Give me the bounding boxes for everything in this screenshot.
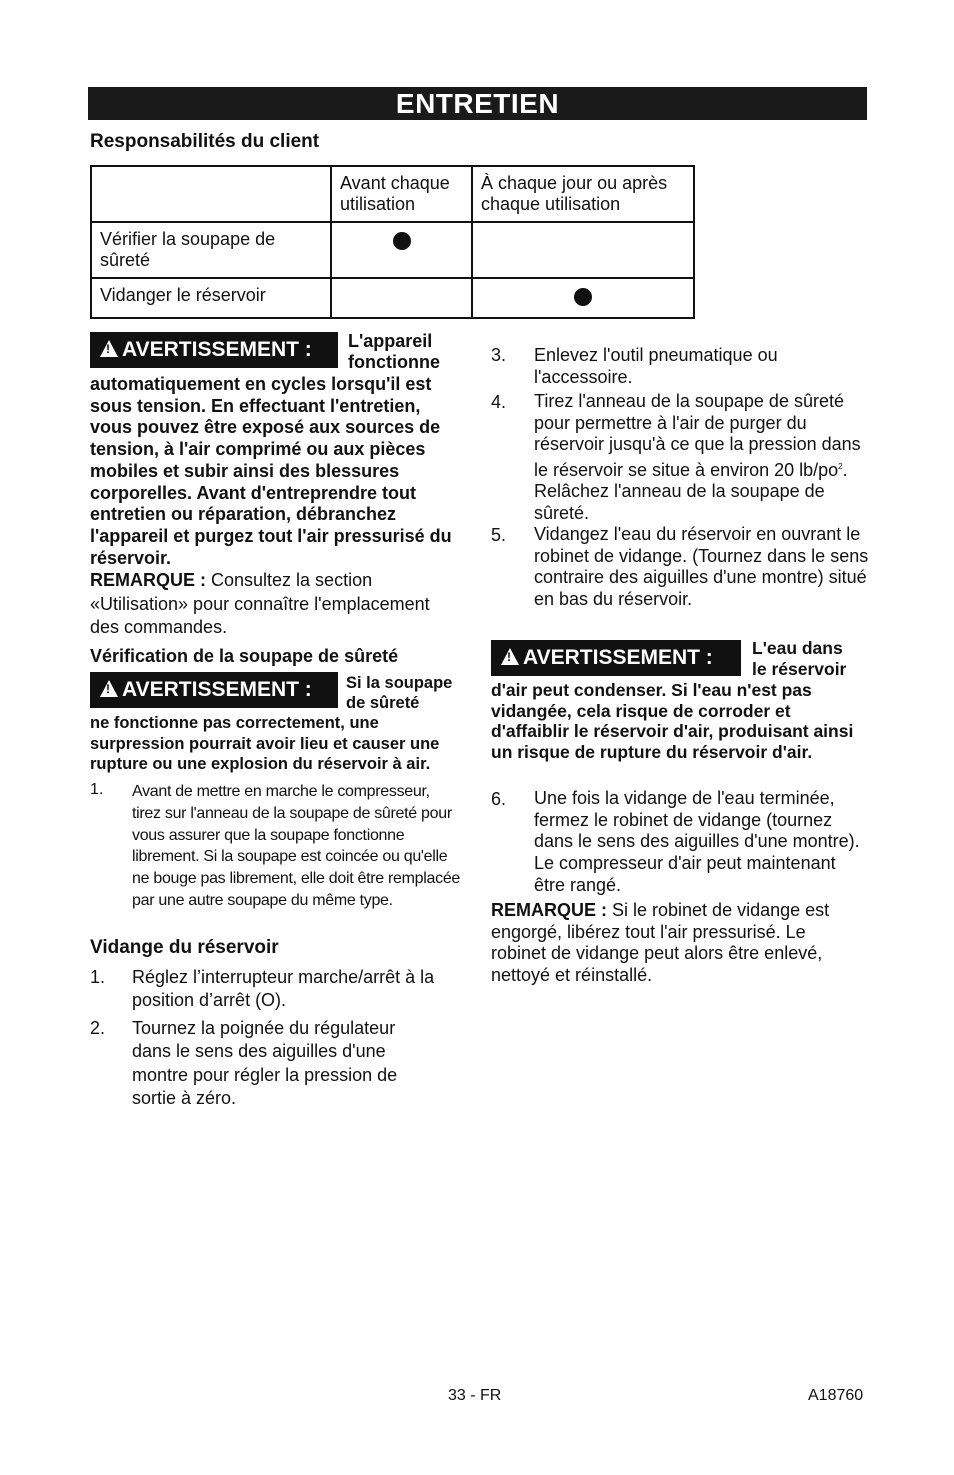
note bbox=[90, 569, 462, 640]
warning-badge bbox=[90, 672, 338, 708]
warning-text: ne fonctionne pas correctement, une surpression pourrait avoir lieu et causer une rupture ou une explosion du réservoir à air. bbox=[90, 714, 440, 773]
safety-valve-heading: Vérification de la soupape de sûreté bbox=[90, 646, 399, 666]
list-number: 3. bbox=[491, 345, 507, 365]
list-item: Avant de mettre en marche le compresseur, tirez sur l'anneau de la soupape de sûreté pour vous assurer que la soupape fonctionne librement. Si la soupape est coincée ou qu'elle ne bouge pas librement, elle doit être remplacée par une autre soupape du même type. bbox=[132, 783, 461, 909]
note-text: Si le robinet de vidange est engorgé, libérez tout l'air pressurisé. Le robinet de vidange peut alors être enlevé, nettoyé et réinstallé. bbox=[491, 900, 830, 986]
list-item-text: Tirez l'anneau de la soupape de sûreté pour permettre à l'air de purger du réservoir jusqu'à ce que la pression dans le réservoir se situe à environ 20 lb/po bbox=[534, 391, 861, 480]
table-row bbox=[91, 278, 694, 318]
list-item: Une fois la vidange de l'eau terminée, fermez le robinet de vidange (tournez dans le sens des aiguilles d'une montre). Le compresseur d'air peut maintenant être rangé. bbox=[534, 788, 860, 895]
list-item: Réglez l’interrupteur marche/arrêt à la position d’arrêt (O). bbox=[132, 967, 435, 1010]
list-number: 5. bbox=[491, 525, 507, 545]
list-item: Enlevez l'outil pneumatique ou l'accessoire. bbox=[534, 345, 778, 387]
bullet-dot-icon bbox=[574, 288, 592, 306]
warning-label: AVERTISSEMENT : bbox=[122, 338, 312, 361]
warning-lead: L'eau dans le réservoir bbox=[752, 638, 847, 679]
list-number: 6. bbox=[491, 789, 507, 809]
list-item: Vidangez l'eau du réservoir en ouvrant le robinet de vidange. (Tournez dans le sens contraire des aiguilles d'une montre) situé en bas du réservoir. bbox=[534, 524, 869, 610]
table-header-row bbox=[91, 166, 694, 222]
page-number: 33 - FR bbox=[448, 1387, 502, 1404]
warning-text: automatiquement en cycles lorsqu'il est sous tension. En effectuant l'entretien, vous pouvez être exposé aux sources de tension, à l'air comprimé ou aux pièces mobiles et subir ainsi des blessures corporelles. Avant d'entreprendre tout entretien ou réparation, débranchez l'appareil et purgez tout l'air pressurisé du réservoir. bbox=[90, 374, 452, 568]
maintenance-table bbox=[90, 165, 695, 319]
warning-badge bbox=[90, 332, 338, 368]
warning-badge bbox=[491, 640, 741, 676]
list-item-text: . Relâchez l'anneau de la soupape de sûreté. bbox=[534, 459, 848, 523]
warning-triangle-icon bbox=[100, 340, 118, 357]
table-cell-task: Vidanger le réservoir bbox=[91, 278, 331, 318]
list-number: 1. bbox=[90, 967, 106, 987]
table-header-cell: À chaque jour ou après chaque utilisation bbox=[472, 166, 694, 222]
warning-lead: L'appareil fonctionne bbox=[348, 331, 440, 372]
responsibilities-heading: Responsabilités du client bbox=[90, 131, 320, 152]
table-cell-task: Vérifier la soupape de sûreté bbox=[91, 222, 331, 278]
list-item bbox=[534, 391, 870, 524]
table-cell-mark bbox=[331, 278, 472, 318]
list-item: Tournez la poignée du régulateur dans le sens des aiguilles d'une montre pour régler la pression de sortie à zéro. bbox=[132, 1018, 398, 1108]
drain-heading: Vidange du réservoir bbox=[90, 937, 279, 958]
list-number: 1. bbox=[90, 781, 104, 798]
table-header-cell: Avant chaque utilisation bbox=[331, 166, 472, 222]
warning-label: AVERTISSEMENT : bbox=[523, 646, 713, 669]
note-label: REMARQUE : bbox=[90, 570, 206, 590]
warning-triangle-icon bbox=[100, 680, 118, 697]
warning-text: d'air peut condenser. Si l'eau n'est pas vidangée, cela risque de corroder et d'affaiblir le réservoir d'air, produisant ainsi un risque de rupture du réservoir d'air. bbox=[491, 680, 854, 762]
bullet-dot-icon bbox=[393, 232, 411, 250]
warning-label: AVERTISSEMENT : bbox=[122, 678, 312, 701]
list-number: 2. bbox=[90, 1018, 106, 1038]
table-header-cell bbox=[91, 166, 331, 222]
table-row bbox=[91, 222, 694, 278]
table-cell-mark bbox=[472, 222, 694, 278]
document-code: A18760 bbox=[808, 1387, 864, 1404]
warning-triangle-icon bbox=[501, 648, 519, 665]
warning-lead: Si la soupape de sûreté bbox=[346, 674, 453, 712]
superscript: 2 bbox=[838, 461, 843, 471]
list-number: 4. bbox=[491, 392, 507, 412]
note-label: REMARQUE : bbox=[491, 900, 607, 920]
note bbox=[491, 900, 863, 987]
table-cell-mark bbox=[472, 278, 694, 318]
table-cell-mark bbox=[331, 222, 472, 278]
page-title: ENTRETIEN bbox=[88, 87, 867, 120]
note-text: Consultez la section «Utilisation» pour connaître l'emplacement des commandes. bbox=[90, 570, 430, 637]
